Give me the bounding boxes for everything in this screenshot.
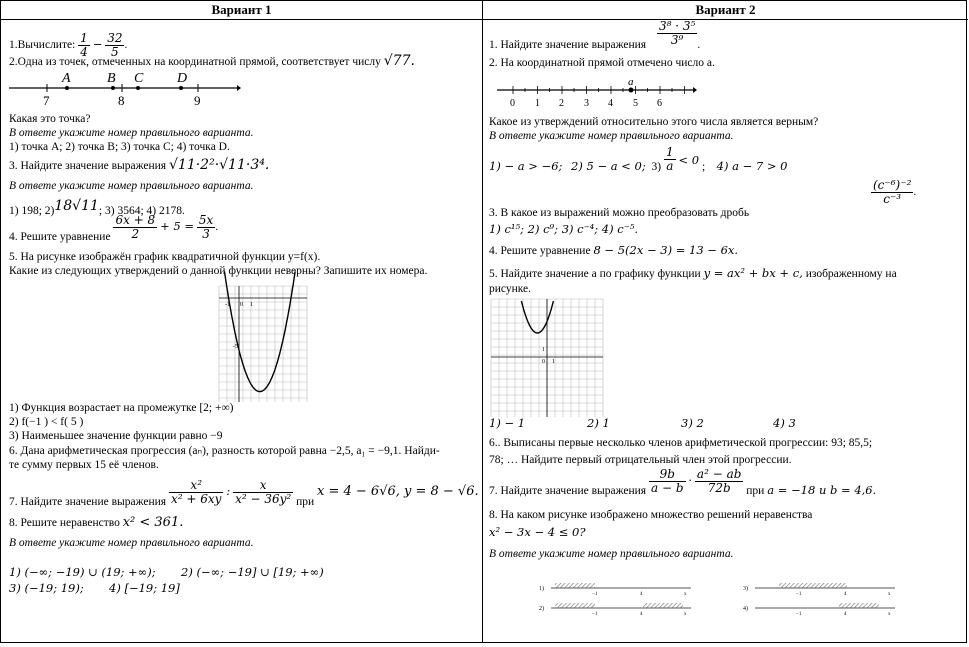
- svg-text:−1: −1: [592, 592, 598, 597]
- v1-q7: 7. Найдите значение выражения $\frac{\text{x²}}{\text{x² + 6xy}}$ : $\frac{x}{\text{x² − 36y²}}$ при x = 4 − 6√6, y = 8 − √6.: [9, 478, 479, 509]
- v2-q4: 4. Решите уравнение 8 − 5(2x − 3) = 13 − 6x.: [489, 243, 739, 257]
- v2-q8-opt-label: 2): [539, 606, 544, 612]
- v1-q3-expr: √11·2²·√11·3⁴.: [168, 157, 270, 173]
- svg-text:4: 4: [844, 592, 847, 597]
- v1-q5-stmt1: 1) Функция возрастает на промежутке [2; +∞): [9, 402, 234, 414]
- svg-text:0: 0: [240, 302, 243, 308]
- svg-text:2: 2: [559, 98, 564, 109]
- v2-q3-fraction: $\frac{\text{(c⁻⁶)⁻²}}{\text{c⁻³}}$ .: [873, 178, 917, 206]
- v1-q1-fraction-2: $\frac{32}{5}$: [107, 31, 123, 59]
- v2-q3-text: 3. В какое из выражений можно преобразовать дробь: [489, 207, 750, 219]
- v2-q7-fraction-1: $\frac{9b}{a - b}$: [650, 467, 684, 495]
- v2-q1: 1. Найдите значение выражения $\frac{\text{3⁸ · 3⁵}}{\text{3⁹}}$ .: [489, 19, 701, 52]
- v1-point-d: [179, 86, 183, 90]
- svg-text:x: x: [684, 612, 687, 617]
- v2-q8-opt-label: 4): [743, 606, 748, 612]
- v2-q5-option-2: 2) 1: [587, 416, 610, 430]
- v1-q5-text: 5. На рисунке изображён график квадратичной функции y=f(x).: [9, 251, 321, 263]
- v2-q2-question: Какое из утверждений относительно этого числа является верным?: [489, 116, 819, 128]
- v1-q3-text: 3. Найдите значение выражения √11·2²·√11·3⁴.: [9, 157, 270, 173]
- v1-q1-fraction-1: $\frac{1}{4}$: [80, 31, 88, 59]
- v1-q4-fraction-1: $\frac{6x + 8}{2}$: [115, 213, 156, 241]
- v1-point-b: [111, 86, 115, 90]
- v1-q8-expr: x² < 361.: [122, 515, 184, 530]
- v1-point-b-label: B: [107, 71, 116, 86]
- v2-q8-text: 8. На каком рисунке изображено множество решений неравенства: [489, 509, 813, 521]
- v1-q8-option-4: 4) [−19; 19]: [109, 581, 180, 595]
- v1-q8-option-2: 2) (−∞; −19] ∪ [19; +∞): [181, 565, 324, 579]
- v2-point-a-label: a: [628, 76, 634, 88]
- svg-text:4: 4: [640, 592, 643, 597]
- variant-2-column: [483, 1, 968, 642]
- v1-q8-instruction: В ответе укажите номер правильного варианта.: [9, 537, 254, 549]
- v2-q8-instruction: В ответе укажите номер правильного варианта.: [489, 548, 734, 560]
- v1-q2-instruction: В ответе укажите номер правильного варианта.: [9, 127, 254, 139]
- svg-text:x: x: [888, 612, 891, 617]
- v1-q5-stmt2: 2) f(−1 ) < f( 5 ): [9, 416, 84, 428]
- svg-text:4: 4: [844, 612, 847, 617]
- variant-2-title: Вариант 2: [483, 1, 968, 20]
- v2-q5-option-3: 3) 2: [681, 416, 704, 430]
- svg-text:3: 3: [584, 98, 589, 109]
- v2-q1-fraction: $\frac{\text{3⁸ · 3⁵}}{\text{3⁹}}$: [658, 19, 696, 47]
- v2-q6-line1: 6.. Выписаны первые несколько членов арифметической прогрессии: 93; 85,5;: [489, 437, 873, 449]
- v1-q8-option-1: 1) (−∞; −19) ∪ (19; +∞);: [9, 565, 156, 579]
- v1-q8-option-3: 3) (−19; 19);: [9, 581, 84, 595]
- svg-text:−1: −1: [592, 612, 598, 617]
- v1-q7-fraction-1: $\frac{\text{x²}}{\text{x² + 6xy}}$: [170, 478, 222, 506]
- v2-number-line: [497, 76, 697, 110]
- v1-number-line: [9, 71, 239, 109]
- svg-text:4: 4: [608, 98, 613, 109]
- v2-q2-instruction: В ответе укажите номер правильного варианта.: [489, 130, 734, 142]
- v2-q2-options: 1) − a > −6; 2) 5 − a < 0; 3) $\frac{1}{a}$ < 0 ; 4) a − 7 > 0: [489, 145, 788, 174]
- v2-q3-options: 1) c¹⁵; 2) c⁹; 3) c⁻⁴; 4) c⁻⁵.: [489, 222, 639, 236]
- v1-q7-fraction-2: $\frac{x}{\text{x² − 36y²}}$: [235, 478, 292, 506]
- v1-tick-9: 9: [194, 93, 201, 108]
- v1-q2-expr: √77.: [383, 53, 415, 69]
- svg-text:-1: -1: [225, 302, 230, 308]
- v2-q5-text: 5. Найдите значение a по графику функции y = ax² + bx + c, изображенному на: [489, 266, 897, 280]
- v1-q2-options: 1) точка A; 2) точка B; 3) точка C; 4) точка D.: [9, 141, 230, 153]
- v1-q2-text: 2.Одна из точек, отмеченных на координатной прямой, соответствует числу √77.: [9, 53, 415, 69]
- svg-text:1: 1: [535, 98, 540, 109]
- v2-q8-option-lines: [539, 579, 899, 621]
- v2-q7: 7. Найдите значение выражения $\frac{9b}{a - b}$ · $\frac{\text{a² − ab}}{72b}$ при a = −18 и b = 4,6.: [489, 467, 877, 498]
- v1-point-c: [136, 86, 140, 90]
- v1-q5-text2: Какие из следующих утверждений о данной функции неверны? Запишите их номера.: [9, 265, 428, 277]
- svg-text:0: 0: [542, 359, 545, 365]
- v1-q4-fraction-2: $\frac{5x}{3}$: [198, 213, 214, 241]
- v2-parabola-graph: [491, 299, 603, 417]
- svg-text:6: 6: [657, 98, 662, 109]
- svg-text:5: 5: [633, 98, 638, 109]
- v2-q6-line2: 78; … Найдите первый отрицательный член этой прогрессии.: [489, 454, 792, 466]
- v1-point-a: [65, 86, 69, 90]
- v1-q4: 4. Решите уравнение $\frac{6x + 8}{2}$ + 5 = $\frac{5x}{3}$ .: [9, 213, 219, 244]
- v1-q6-line1: 6. Дана арифметическая прогрессия (aₙ), разность которой равна −2,5, a₁ = −9,1. Найди-: [9, 445, 440, 457]
- svg-text:1: 1: [552, 359, 555, 365]
- svg-text:−1: −1: [796, 592, 802, 597]
- v1-q2-question: Какая это точка?: [9, 113, 91, 125]
- v1-point-c-label: C: [134, 71, 144, 86]
- svg-text:−1: −1: [796, 612, 802, 617]
- v1-tick-8: 8: [118, 93, 125, 108]
- svg-text:x: x: [684, 592, 687, 597]
- variant-1-column: [1, 1, 483, 642]
- svg-text:4: 4: [640, 612, 643, 617]
- v2-q8-expr: x² − 3x − 4 ≤ 0?: [489, 525, 586, 539]
- v1-q1-label: 1.Вычислите:: [9, 39, 76, 52]
- v2-q5-option-4: 4) 3: [773, 416, 796, 430]
- v1-q1: 1.Вычислите: $\frac{1}{4}$ − $\frac{32}{5}$ .: [9, 31, 128, 59]
- v2-q8-opt-label: 1): [539, 586, 544, 592]
- v2-q5-option-1: 1) − 1: [489, 416, 526, 430]
- v1-q3-options: 1) 198; 2)18√11; 3) 3564; 4) 2178.: [9, 198, 185, 217]
- svg-text:1: 1: [542, 347, 545, 353]
- v2-point-a: [629, 88, 634, 93]
- v1-q8-text: 8. Решите неравенство x² < 361.: [9, 515, 184, 530]
- svg-text:1: 1: [250, 302, 253, 308]
- v2-q5-text2: рисунке.: [489, 283, 532, 295]
- v2-q8-opt-label: 3): [743, 586, 748, 592]
- v1-parabola-graph: [219, 286, 309, 402]
- svg-text:x: x: [888, 592, 891, 597]
- v1-q5-stmt3: 3) Наименьшее значение функции равно −9: [9, 430, 223, 442]
- v1-tick-7: 7: [43, 93, 50, 108]
- v1-q6-line2: те сумму первых 15 её членов.: [9, 459, 159, 471]
- variant-1-title: Вариант 1: [1, 1, 482, 20]
- v1-q3-instruction: В ответе укажите номер правильного варианта.: [9, 180, 254, 192]
- v1-point-d-label: D: [177, 71, 188, 86]
- v1-point-a-label: A: [62, 71, 71, 86]
- v2-q2-text: 2. На координатной прямой отмечено число a.: [489, 57, 715, 69]
- svg-text:-5: -5: [233, 344, 238, 350]
- v2-q7-fraction-2: $\frac{\text{a² − ab}}{72b}$: [696, 467, 742, 495]
- svg-text:0: 0: [510, 98, 515, 109]
